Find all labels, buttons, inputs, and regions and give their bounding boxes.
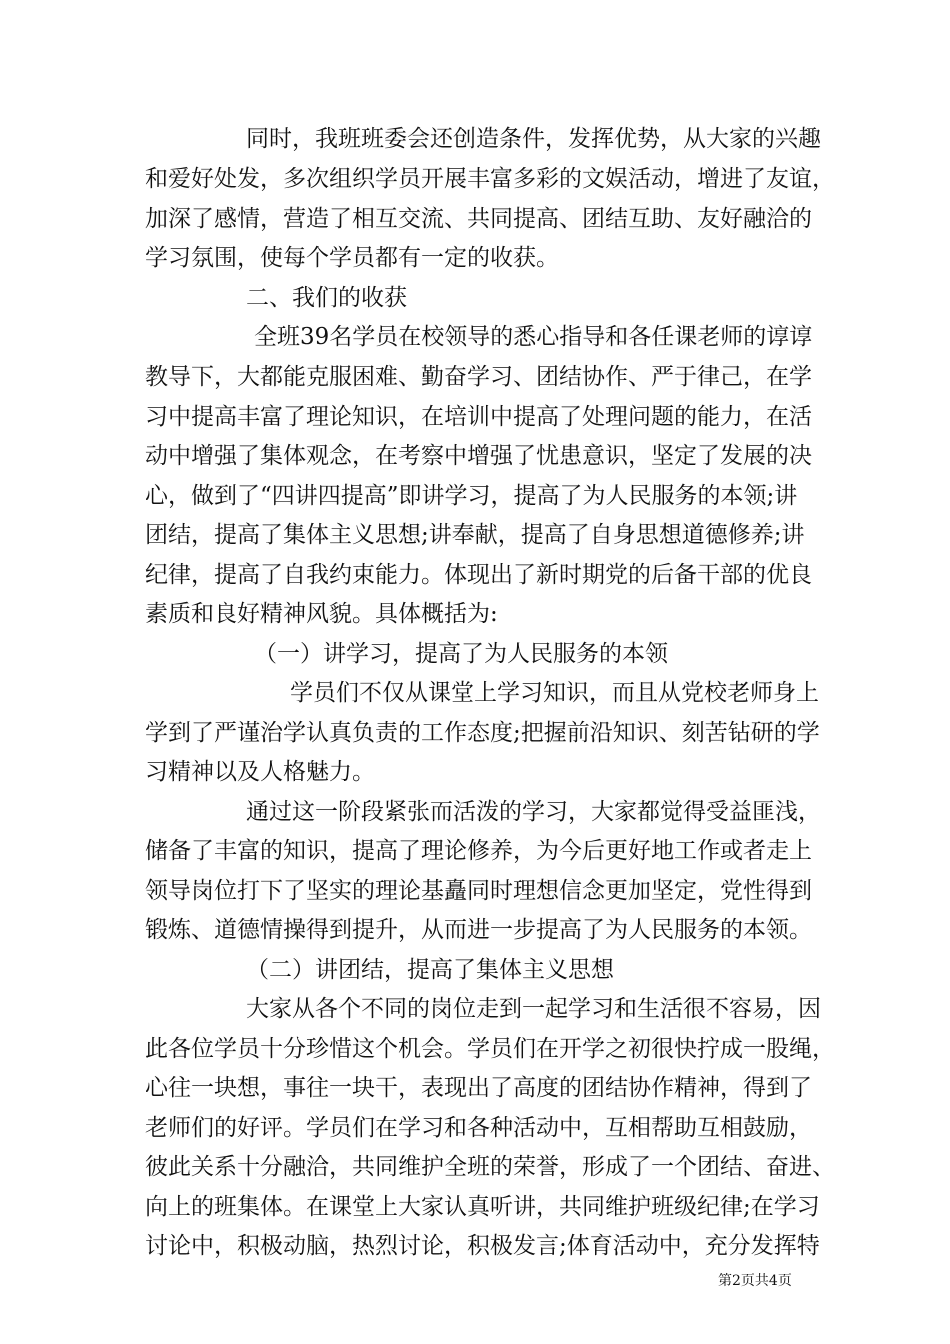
text-line: 纪律，提高了自我约束能力。体现出了新时期党的后备干部的优良 [145,562,812,588]
text-line: 加深了感情，营造了相互交流、共同提高、团结互助、友好融洽的 [145,206,812,232]
text-line: 动中增强了集体观念，在考察中增强了忧患意识，坚定了发展的决 [145,443,812,469]
text-line: 通过这一阶段紧张而活泼的学习，大家都觉得受益匪浅， [246,799,821,825]
subsection-heading: （二）讲团结，提高了集体主义思想 [246,957,614,983]
page-number: 第2页共4页 [718,1273,792,1289]
text-line: 教导下，大都能克服困难、勤奋学习、团结协作、严于律己，在学 [145,364,812,390]
text-line: 团结，提高了集体主义思想;讲奉献，提高了自身思想道德修养;讲 [145,522,805,548]
text-line: 老师们的好评。学员们在学习和各种活动中，互相帮助互相鼓励， [145,1115,812,1141]
text-line: 此各位学员十分珍惜这个机会。学员们在开学之初很快拧成一股绳， [145,1036,835,1062]
text-line: 同时，我班班委会还创造条件，发挥优势，从大家的兴趣 [246,126,821,152]
text-line: 素质和良好精神风貌。具体概括为: [145,601,498,627]
text-line: 大家从各个不同的岗位走到一起学习和生活很不容易，因 [246,996,821,1022]
text-line: 全班39名学员在校领导的悉心指导和各任课老师的谆谆 [254,324,813,350]
text-line: 储备了丰富的知识，提高了理论修养，为今后更好地工作或者走上 [145,838,812,864]
text-line: 讨论中，积极动脑，热烈讨论，积极发言;体育活动中，充分发挥特 [145,1233,820,1259]
text-line: 领导岗位打下了坚实的理论基矗同时理想信念更加坚定，党性得到 [145,878,812,904]
text-line: 心往一块想，事往一块干，表现出了高度的团结协作精神，得到了 [145,1075,812,1101]
text-line: 学习氛围，使每个学员都有一定的收获。 [145,245,559,271]
text-line: 学到了严谨治学认真负责的工作态度;把握前沿知识、刻苦钻研的学 [145,720,820,746]
text-line: 向上的班集体。在课堂上大家认真听讲，共同维护班级纪律;在学习 [145,1194,820,1220]
text-line: 习中提高丰富了理论知识，在培训中提高了处理问题的能力，在活 [145,404,812,430]
text-line: 心，做到了“四讲四提高”即讲学习，提高了为人民服务的本领;讲 [145,483,798,509]
text-line: 学员们不仅从课堂上学习知识，而且从党校老师身上 [290,680,819,706]
text-line: 和爱好处发，多次组织学员开展丰富多彩的文娱活动，增进了友谊， [145,166,835,192]
subsection-heading: （一）讲学习，提高了为人民服务的本领 [254,641,668,667]
text-line: 习精神以及人格魅力。 [145,759,375,785]
text-line: 彼此关系十分融洽，共同维护全班的荣誉，形成了一个团结、奋进、 [145,1154,835,1180]
section-heading: 二、我们的收获 [246,285,407,311]
text-line: 锻炼、道德情操得到提升，从而进一步提高了为人民服务的本领。 [145,917,812,943]
